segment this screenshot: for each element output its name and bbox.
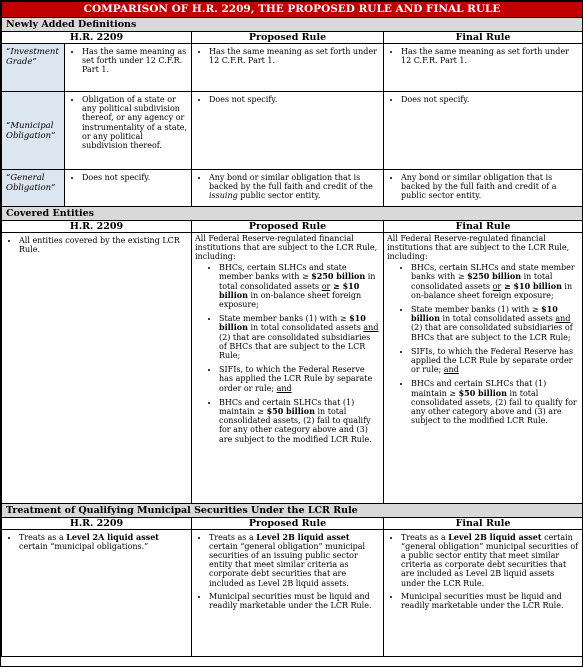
definition-text: • Any bond or similar obligation that is backed by the full faith and credit of a public sector entity. bbox=[401, 173, 579, 201]
section-heading-treatment: Treatment of Qualifying Municipal Securities Under the LCR Rule bbox=[2, 503, 583, 517]
term-investment-grade: “Investment Grade” bbox=[2, 44, 65, 92]
covered-bullet: • BHCs, certain SLHCs and state member banks with ≥ $250 billion in total consolidated assets or ≥ $10 billion in on-balance sheet foreign exposure; bbox=[219, 263, 380, 309]
section-heading-definitions: Newly Added Definitions bbox=[2, 18, 583, 32]
definition-text: • Does not specify. bbox=[82, 173, 188, 182]
covered-intro: All Federal Reserve-regulated financial institutions that are subject to the LCR Rule, including: bbox=[387, 233, 570, 262]
definition-text: • Does not specify. bbox=[401, 95, 579, 104]
treatment-bullet: • Treats as a Level 2A liquid asset certain “municipal obligations.” bbox=[19, 533, 188, 551]
column-header-proposed-rule: Proposed Rule bbox=[192, 517, 384, 529]
treatment-final-cell bbox=[384, 529, 583, 656]
section-heading-covered-entities: Covered Entities bbox=[2, 206, 583, 220]
definition-cell bbox=[65, 92, 192, 170]
covered-bullet: • State member banks (1) with ≥ $10 billion in total consolidated assets and (2) that are consolidated subsidiaries of BHCs that are subject to the LCR Rule; bbox=[411, 305, 579, 342]
column-header-proposed-rule: Proposed Rule bbox=[192, 32, 384, 44]
column-header-hr2209: H.R. 2209 bbox=[2, 32, 192, 44]
document-title: COMPARISON OF H.R. 2209, THE PROPOSED RULE AND FINAL RULE bbox=[2, 2, 583, 18]
covered-bullet: • BHCs and certain SLHCs that (1) maintain ≥ $50 billion in total consolidated assets, (2) fail to qualify for any other category above and (3) are subject to the modified LCR Rule. bbox=[219, 398, 380, 444]
definition-cell bbox=[65, 44, 192, 92]
definition-text: • Obligation of a state or any political subdivision thereof, or any agency or instrumentality of a state, or any political subdivision thereof. bbox=[82, 95, 188, 150]
definition-cell bbox=[192, 170, 384, 207]
treatment-bullet: • Municipal securities must be liquid and readily marketable under the LCR Rule. bbox=[209, 592, 380, 610]
definition-text: • Does not specify. bbox=[209, 95, 380, 104]
treatment-bullet: • Municipal securities must be liquid and readily marketable under the LCR Rule. bbox=[401, 592, 579, 610]
definition-cell bbox=[384, 92, 583, 170]
column-header-hr2209: H.R. 2209 bbox=[2, 517, 192, 529]
definition-cell bbox=[192, 92, 384, 170]
covered-bullet: • SIFIs, to which the Federal Reserve has applied the LCR Rule by separate order or rule; and bbox=[219, 365, 380, 393]
treatment-bullet: • Treats as a Level 2B liquid asset certain “general obligation” municipal securities of a public sector entity that meet similar criteria as corporate debt securities that are included as Level 2B liquid assets under the LCR Rule. bbox=[401, 533, 579, 588]
term-general-obligation: “General Obligation” bbox=[2, 170, 65, 207]
definition-text: • Has the same meaning as set forth under 12 C.F.R. Part 1. bbox=[82, 47, 188, 75]
covered-bullet: • State member banks (1) with ≥ $10 billion in total consolidated assets and (2) that are consolidated subsidiaries of BHCs that are subject to the LCR Rule; bbox=[219, 314, 380, 360]
treatment-proposed-cell bbox=[192, 529, 384, 656]
definition-text: • Has the same meaning as set forth under 12 C.F.R. Part 1. bbox=[209, 47, 380, 65]
covered-bullet: • SIFIs, to which the Federal Reserve has applied the LCR Rule by separate order or rule; and bbox=[411, 347, 579, 375]
treatment-bullet: • Treats as a Level 2B liquid asset certain “general obligation” municipal securities of an issuing public sector entity that meet similar criteria as corporate debt securities that are included as Level 2B liquid assets. bbox=[209, 533, 380, 588]
covered-hr2209-text: • All entities covered by the existing LCR Rule. bbox=[19, 236, 188, 254]
covered-final-cell bbox=[384, 232, 583, 503]
column-header-final-rule: Final Rule bbox=[384, 517, 583, 529]
covered-bullet: • BHCs and certain SLHCs that (1) maintain ≥ $50 billion in total consolidated assets, (2) fail to qualify for any other category above and (3) are subject to the modified LCR Rule. bbox=[411, 379, 579, 425]
covered-bullet: • BHCs, certain SLHCs and state member banks with ≥ $250 billion in total consolidated assets or ≥ $10 billion in on-balance sheet foreign exposure; bbox=[411, 263, 579, 300]
definition-cell bbox=[65, 170, 192, 207]
covered-proposed-cell bbox=[192, 232, 384, 503]
column-header-hr2209: H.R. 2209 bbox=[2, 220, 192, 232]
definition-text: • Has the same meaning as set forth under 12 C.F.R. Part 1. bbox=[401, 47, 579, 65]
column-header-final-rule: Final Rule bbox=[384, 220, 583, 232]
definition-cell bbox=[384, 44, 583, 92]
covered-intro: All Federal Reserve-regulated financial institutions that are subject to the LCR Rule, including: bbox=[195, 233, 378, 262]
term-municipal-obligation: “Municipal Obligation” bbox=[2, 92, 65, 170]
covered-hr2209-cell bbox=[2, 232, 192, 503]
column-header-final-rule: Final Rule bbox=[384, 32, 583, 44]
definition-cell bbox=[192, 44, 384, 92]
column-header-proposed-rule: Proposed Rule bbox=[192, 220, 384, 232]
treatment-hr2209-cell bbox=[2, 529, 192, 656]
comparison-table bbox=[1, 1, 583, 657]
definition-cell bbox=[384, 170, 583, 207]
definition-text: • Any bond or similar obligation that is backed by the full faith and credit of the issuing public sector entity. bbox=[209, 173, 380, 201]
